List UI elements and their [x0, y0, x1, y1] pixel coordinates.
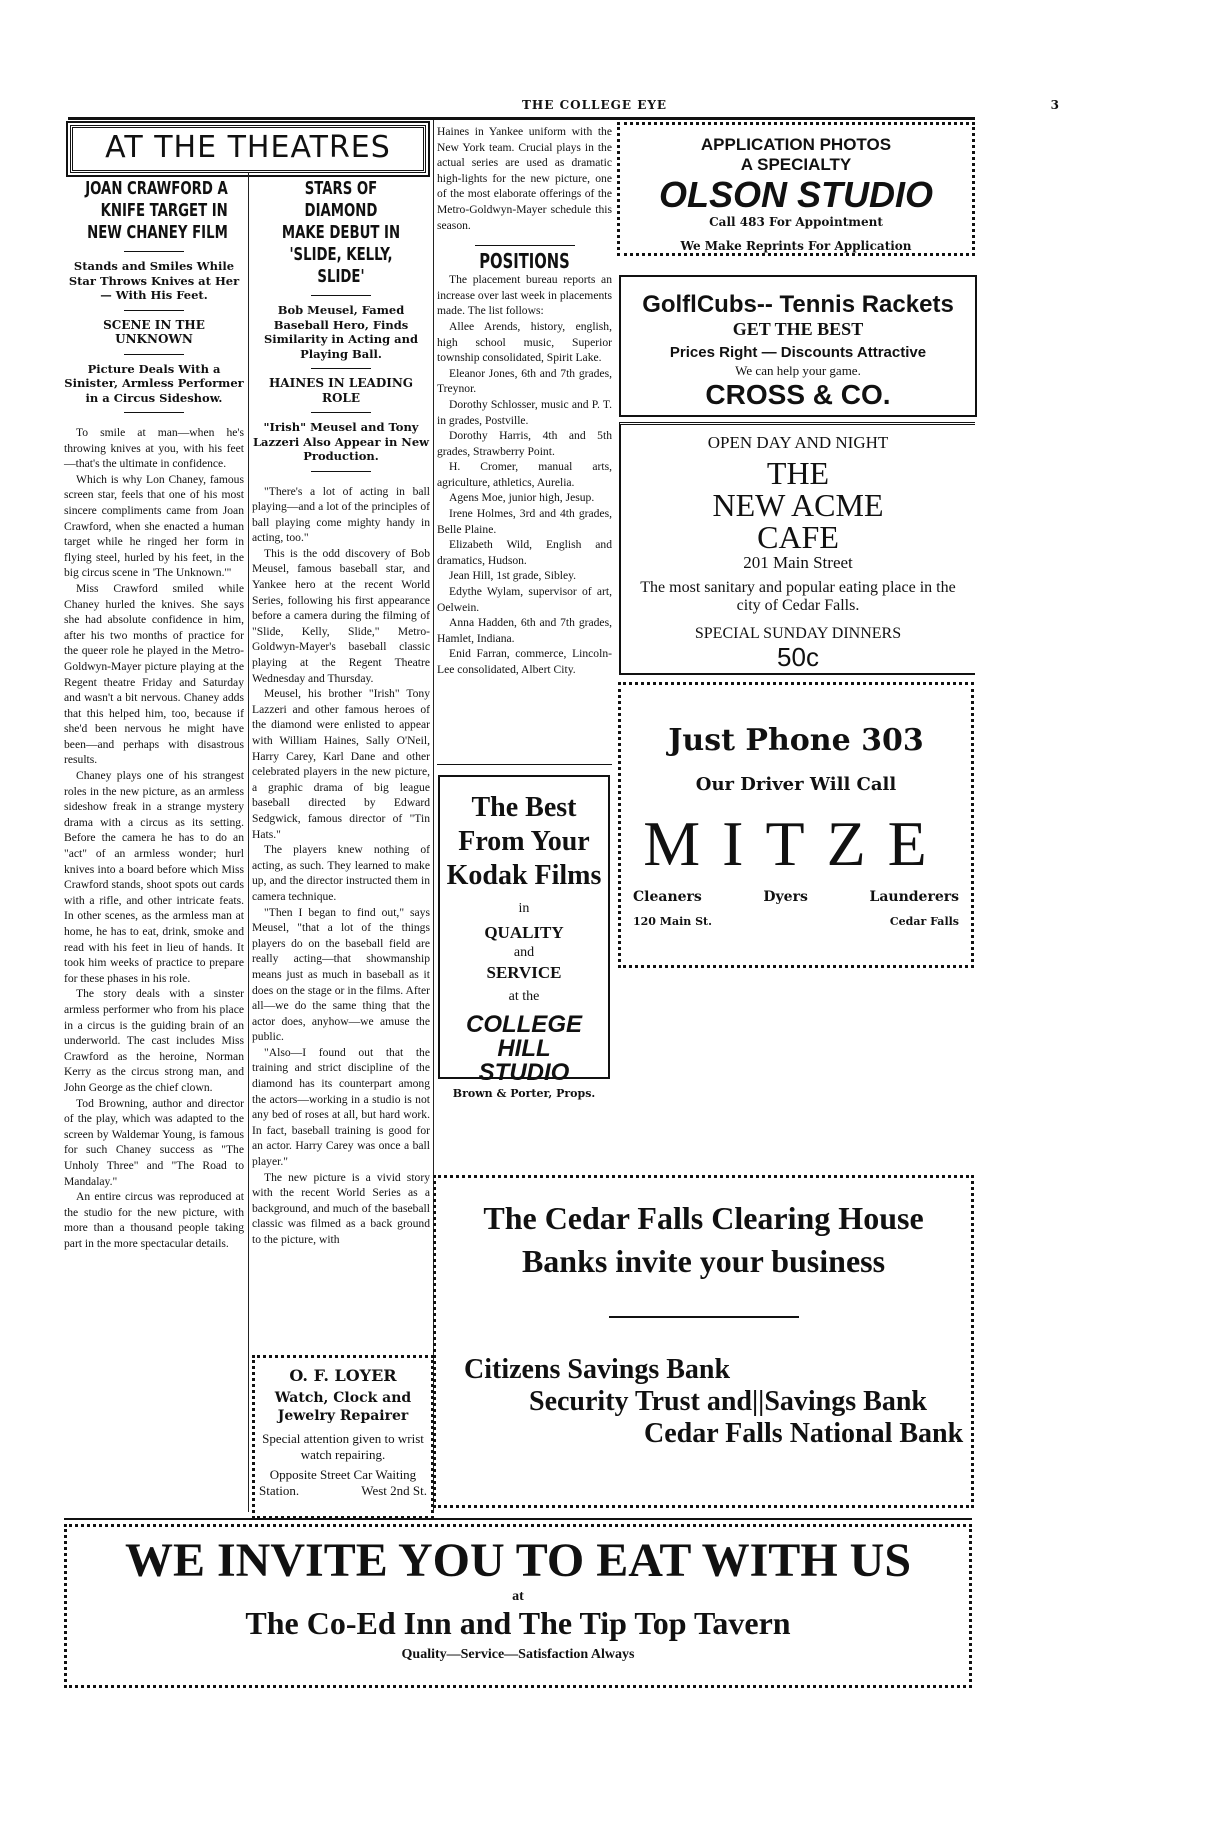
paragraph: The story deals with a sinster armless performer who from his place in a circus is the guiding brain of an underworld. The cast includes Miss Crawford as the heroine, Norman Kerry as the circus strong man, and John George as the chief clown. [64, 987, 244, 1094]
mitze-location [621, 915, 971, 928]
article-deck: Bob Meusel, Famed Baseball Hero, Finds Similarity in Acting and Playing Ball. [263, 303, 419, 361]
mitze-name: MITZE [643, 808, 949, 879]
placement-item: Dorothy Schlosser, music and P. T. in grades, Postville. [437, 397, 612, 427]
paragraph: This is the odd discovery of Bob Meusel, famous baseball star, and Yankee hero at the recent World Series, following his first appearance before a camera during the filming of "Slide, Kelly, Slide," Metro-Goldwyn-Mayer's baseball classic playing at the Regent Theatre Wednesday and Thursday. [252, 546, 430, 685]
placement-item: Jean Hill, 1st grade, Sibley. [449, 569, 577, 583]
placement-item: Agens Moe, junior high, Jesup. [449, 491, 595, 505]
placement-item: H. Cromer, manual arts, agriculture, athletics, Aurelia. [437, 460, 612, 489]
olson-line: A SPECIALTY [740, 155, 852, 174]
ad-kodak [438, 775, 610, 1100]
headline-line: STARS OF DIAMOND [304, 178, 378, 221]
acme-desc: The most sanitary and popular eating place in the city of Cedar Falls. [640, 579, 956, 614]
acme-name: THE [766, 455, 830, 491]
separator [311, 368, 371, 369]
column-divider [248, 172, 249, 1512]
placement-item: Anna Hadden, 6th and 7th grades, Hamlet, Indiana. [437, 616, 612, 645]
paragraph: "There's a lot of acting in ball playing—and a lot of the principles of ball playing come mighty handy in acting, too." [252, 484, 430, 545]
article-body [252, 484, 430, 1248]
loyer-street: West 2nd St. [361, 1483, 427, 1498]
acme-price: 50c [777, 642, 819, 672]
loyer-name: O. F. LOYER [289, 1366, 397, 1385]
mitze-service: Cleaners [633, 889, 702, 905]
article-crawford [64, 178, 244, 1251]
eat-tagline: Quality—Service—Satisfaction Always [401, 1647, 635, 1662]
separator [437, 764, 612, 765]
acme-name: CAFE [757, 519, 839, 555]
positions-headline: POSITIONS [479, 249, 570, 274]
placement-item: Enid Farran, commerce, Lincoln-Lee consolidated, Albert City. [437, 647, 612, 676]
article-subhead: HAINES IN LEADING ROLE [268, 376, 414, 405]
paragraph: "Then I began to find out," says Meusel, "that a lot of the things players do on the baseball field are really acting—that showmanship means just as much in baseball as it does on the stage or in the films. After all—we do the same thing that the actor does, anyhow—we amuse the public. [252, 905, 430, 1044]
newspaper-title: THE COLLEGE EYE [522, 98, 668, 112]
acme-open: OPEN DAY AND NIGHT [707, 433, 889, 452]
ad-mitze [618, 682, 974, 968]
article-headline [80, 178, 228, 244]
cross-headline: GolflCubs-- Tennis Rackets [642, 291, 954, 318]
bank-name: Cedar Falls National Bank [644, 1418, 964, 1449]
olson-call: Call 483 For Appointment [709, 215, 883, 229]
article-subhead: SCENE IN THE UNKNOWN [103, 317, 205, 346]
headline-line: KNIFE TARGET IN [100, 200, 228, 221]
kodak-quality: QUALITY [484, 923, 564, 942]
paragraph: The players knew nothing of acting, as such. They learned to make up, and the director instructed them in camera technique. [252, 843, 430, 903]
separator [124, 251, 184, 252]
bank-name: Security Trust and||Savings Bank [529, 1386, 927, 1417]
placement-item: Elizabeth Wild, English and dramatics, Hudson. [437, 538, 612, 567]
separator [311, 412, 371, 413]
separator [124, 310, 184, 311]
acme-special: SPECIAL SUNDAY DINNERS [694, 625, 902, 642]
cross-name: CROSS & CO. [705, 379, 891, 410]
olson-reprints: We Make Reprints For Application [680, 239, 912, 253]
ad-cross [619, 275, 977, 417]
paragraph: An entire circus was reproduced at the studio for the new picture, with more than a thousand people taking part in the more spectacular details. [64, 1190, 244, 1250]
banks-line: The Cedar Falls Clearing House [483, 1200, 924, 1236]
headline-line: NEW CHANEY FILM [87, 222, 228, 243]
kodak-props: Brown & Porter, Props. [452, 1087, 596, 1100]
kodak-studio: STUDIO [478, 1059, 570, 1086]
kodak-line: The Best [471, 792, 577, 823]
separator [475, 245, 575, 246]
olson-name: OLSON STUDIO [658, 174, 933, 215]
page-number: 3 [1050, 98, 1060, 112]
mitze-address: 120 Main St. [633, 915, 712, 928]
acme-name: NEW ACME [712, 487, 884, 523]
loyer-location: Opposite Street Car Waiting [269, 1467, 417, 1482]
article-deck: Picture Deals With a Sinister, Armless Performer in a Circus Sideshow. [64, 361, 244, 405]
cross-help: We can help your game. [735, 363, 861, 378]
mitze-phone: Just Phone 303 [668, 723, 924, 758]
separator [124, 354, 184, 355]
kodak-text: at the [508, 989, 540, 1004]
ad-olson [617, 122, 975, 256]
theatres-banner: AT THE THEATRES [70, 125, 426, 173]
olson-line: APPLICATION PHOTOS [700, 135, 892, 154]
placement-item: Allee Arends, history, english, high school music, Superior township consolidated, Spirit Lake. [437, 319, 612, 365]
cross-prices: Prices Right — Discounts Attractive [669, 344, 927, 361]
headline-line: JOAN CRAWFORD A [85, 178, 228, 199]
header-rule [68, 117, 975, 120]
headline-line: MAKE DEBUT IN [281, 222, 401, 243]
paragraph: Tod Browning, author and director of the play, which was adapted to the screen by Waldemar Young, is famous for such Chaney success as "The Unholy Three" and "The Road to Mandalay." [64, 1096, 244, 1188]
mitze-service: Dyers [763, 889, 808, 905]
kodak-text: and [513, 945, 535, 960]
loyer-special: Special attention given to wrist watch repairing. [262, 1431, 424, 1462]
separator [311, 471, 371, 472]
kodak-studio: COLLEGE HILL [465, 1011, 582, 1062]
section-rule [64, 1518, 972, 1520]
loyer-station: Station. [259, 1483, 300, 1498]
kodak-text: in [518, 901, 530, 916]
article-diamond [252, 178, 430, 1248]
ad-banks [433, 1175, 974, 1508]
paragraph: Which is why Lon Chaney, famous screen star, feels that one of his most sincere compliments came from Joan Crawford, when she enacted a human target while he ringed her form in flying steel, hurled by his feet, in the big circus scene in 'The Unknown.'" [64, 472, 244, 580]
mitze-service: Launderers [869, 889, 959, 905]
eat-venues: The Co-Ed Inn and The Tip Top Tavern [245, 1605, 791, 1641]
ad-eat [64, 1524, 972, 1688]
kodak-line: From Your [458, 826, 590, 857]
paragraph: The new picture is a vivid story with the recent World Series as a background, and much of the baseball classic was filmed as a back ground to the picture, with [252, 1170, 430, 1246]
paragraph: To smile at man—when he's throwing knives at you, with his feet—that's the ultimate in confidence. [64, 426, 244, 471]
kodak-service: SERVICE [486, 963, 562, 982]
eat-headline: WE INVITE YOU TO EAT WITH US [124, 1534, 912, 1587]
banks-line: Banks invite your business [521, 1243, 886, 1279]
paragraph: Chaney plays one of his strangest roles in the new picture, as an armless sideshow freak in a strange mystery drama with a circus as its setting. Before the camera he has to do an "act" of an armless wonder; hurl knives into a board before which Miss Crawford stands, shoot spots out cards with a rifle, and other intricate feats. In other scenes, as the armless man at home, he has to eat, drink, smoke and read with his feet in lieu of hands. It took him weeks of practice to prepare for these phases in his role. [64, 769, 244, 985]
placement-item: Irene Holmes, 3rd and 4th grades, Belle Plaine. [437, 507, 612, 536]
article-headline [268, 178, 414, 288]
placement-item: Dorothy Harris, 4th and 5th grades, Strawberry Point. [437, 429, 612, 458]
acme-address: 201 Main Street [743, 553, 853, 572]
paragraph: Haines in Yankee uniform with the New York team. Crucial plays in the actual series are used as dramatic high-lights for the new picture, one of the most elaborate offerings of the Metro-Goldwyn-Mayer schedule this season. [437, 125, 612, 232]
separator [609, 1316, 799, 1318]
mitze-services [621, 889, 971, 905]
loyer-location-2 [259, 1483, 427, 1499]
article-body [64, 425, 244, 1251]
ad-acme [619, 422, 975, 675]
eat-at: at [512, 1589, 524, 1604]
positions-intro: The placement bureau reports an increase over last week in placements made. The list follows: [437, 273, 612, 318]
headline-line: 'SLIDE, KELLY, SLIDE' [289, 244, 393, 287]
mitze-driver: Our Driver Will Call [695, 774, 897, 795]
article-continued [437, 124, 612, 678]
loyer-trade: Watch, Clock and Jewelry Repairer [274, 1390, 412, 1424]
separator [124, 412, 184, 413]
bank-name: Citizens Savings Bank [464, 1354, 731, 1385]
placement-item: Eleanor Jones, 6th and 7th grades, Treynor. [437, 366, 612, 396]
paragraph: Miss Crawford smiled while Chaney hurled the knives. She says she had absolute confidence in him, after his two months of practice for the queer role he played in the Metro-Goldwyn-Mayer picture playing at the Regent theatre Friday and Saturday and wasn't a bit nervous. Chaney adds that this helped him, too, because if she'd been nervous he might have been—and perhaps with disastrous results. [64, 581, 244, 767]
placement-item: Edythe Wylam, supervisor of art, Oelwein. [437, 585, 612, 614]
ad-loyer [252, 1355, 434, 1519]
article-deck: Stands and Smiles While Star Throws Knives at Her— With His Feet. [68, 259, 240, 302]
cross-get: GET THE BEST [732, 319, 864, 339]
kodak-line: Kodak Films [446, 860, 602, 891]
article-deck: "Irish" Meusel and Tony Lazzeri Also Appear in New Production. [252, 420, 430, 463]
paragraph: Meusel, his brother "Irish" Tony Lazzeri and other famous heroes of the diamond were enlisted to appear with William Haines, Sally O'Neil, Harry Carey, Karl Dane and other celebrated players in the new picture, a graphic drama of big league baseball directed by Edward Sedgwick, famous director of "Tin Hats." [252, 687, 430, 841]
mitze-city: Cedar Falls [889, 915, 959, 928]
separator [311, 295, 371, 296]
paragraph: "Also—I found out that the training and strict discipline of the diamond has its counterpart among the actors—working in a studio is not any bed of roses at all, but hard work. In fact, baseball training is good for an actor. Harry Carey was once a ball player." [252, 1045, 430, 1169]
